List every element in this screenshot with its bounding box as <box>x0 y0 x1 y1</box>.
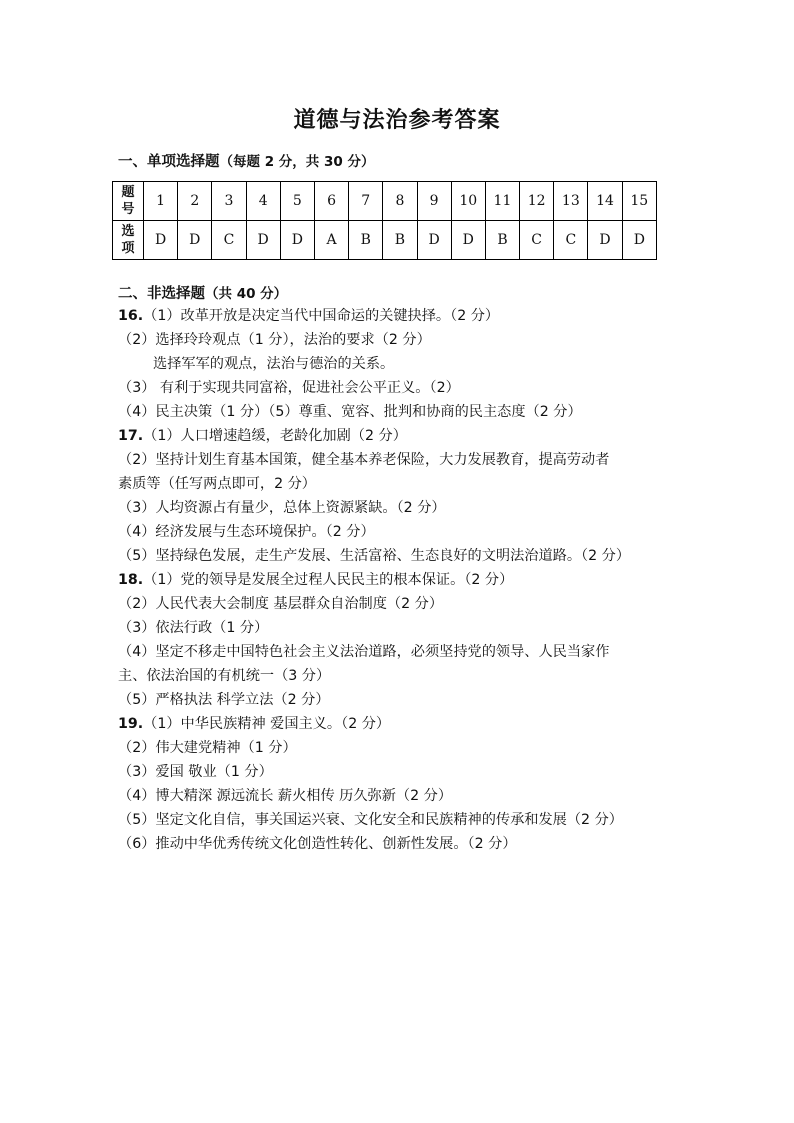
question-number: 16. <box>118 308 144 324</box>
question-number-cell: 4 <box>246 182 280 221</box>
page-title: 道德与法治参考答案 <box>293 108 501 133</box>
answer-line <box>118 568 683 592</box>
answer-cell: D <box>417 221 451 260</box>
answer-row <box>113 221 657 260</box>
row-header-char: 题 <box>121 185 135 200</box>
answer-cell: D <box>622 221 656 260</box>
section-heading-multiple-choice <box>118 150 374 171</box>
answer-text: 选择军军的观点，法治与德治的关系。 <box>153 356 395 372</box>
answer-text: （2）坚持计划生育基本国策，健全基本养老保险，大力发展教育，提高劳动者 <box>118 452 610 468</box>
row-header-answer <box>113 221 144 260</box>
question-number-cell: 2 <box>178 182 212 221</box>
answer-cell: C <box>554 221 588 260</box>
answer-text: （4）经济发展与生态环境保护。（2 分） <box>118 524 375 540</box>
question-number: 19. <box>118 716 144 732</box>
answer-text: （1）人口增速趋缓，老龄化加剧（2 分） <box>143 428 407 444</box>
answer-lines <box>118 304 683 856</box>
answer-cell: D <box>144 221 178 260</box>
question-number-row <box>113 182 657 221</box>
answer-text: （3）人均资源占有量少，总体上资源紧缺。（2 分） <box>118 500 446 516</box>
row-header-question-number <box>113 182 144 221</box>
question-number-cell: 5 <box>280 182 314 221</box>
row-header-char: 选 <box>121 224 135 239</box>
answer-text: （3）依法行政（1 分） <box>118 620 269 636</box>
answer-line <box>118 640 683 664</box>
answer-line <box>118 376 683 400</box>
answer-cell: B <box>485 221 519 260</box>
question-number-cell: 15 <box>622 182 656 221</box>
row-header-char: 号 <box>121 202 135 217</box>
section-heading-label: 二、非选择题 <box>118 286 205 302</box>
answer-line <box>118 688 683 712</box>
answer-cell: A <box>314 221 348 260</box>
answer-line <box>118 472 683 496</box>
answer-text: （1）中华民族精神 爱国主义。（2 分） <box>143 716 391 732</box>
answer-table <box>112 181 657 260</box>
answer-cell: B <box>383 221 417 260</box>
question-number: 18. <box>118 572 144 588</box>
answer-line <box>118 736 683 760</box>
answer-cell: B <box>349 221 383 260</box>
answer-line <box>118 664 683 688</box>
answer-text: （5）严格执法 科学立法（2 分） <box>118 692 330 708</box>
answer-text: （2）伟大建党精神（1 分） <box>118 740 297 756</box>
answer-line <box>118 544 683 568</box>
answer-line <box>118 496 683 520</box>
question-number-cell: 1 <box>144 182 178 221</box>
question-number-cell: 7 <box>349 182 383 221</box>
answer-line <box>118 616 683 640</box>
question-number-cell: 6 <box>314 182 348 221</box>
question-number-cell: 13 <box>554 182 588 221</box>
section-heading-label: 一、单项选择题 <box>118 154 220 170</box>
answer-text: （4）坚定不移走中国特色社会主义法治道路，必须坚持党的领导、人民当家作 <box>118 644 610 660</box>
section-heading-note: （共 40 分） <box>205 286 288 302</box>
answer-text: （3）爱国 敬业（1 分） <box>118 764 273 780</box>
question-number-cell: 8 <box>383 182 417 221</box>
answer-cell: C <box>212 221 246 260</box>
answer-line <box>118 448 683 472</box>
question-number-cell: 14 <box>588 182 622 221</box>
answer-cell: C <box>520 221 554 260</box>
answer-text: （4）博大精深 源远流长 薪火相传 历久弥新（2 分） <box>118 788 453 804</box>
answer-cell: D <box>178 221 212 260</box>
answer-cell: D <box>451 221 485 260</box>
answer-line <box>118 760 683 784</box>
answer-text: 主、依法治国的有机统一（3 分） <box>118 668 331 684</box>
question-number-cell: 9 <box>417 182 451 221</box>
answer-line <box>118 808 683 832</box>
answer-line <box>118 352 683 376</box>
question-number-cell: 3 <box>212 182 246 221</box>
answer-line <box>118 592 683 616</box>
row-header-char: 项 <box>121 241 135 256</box>
answer-cell: D <box>246 221 280 260</box>
answer-line <box>118 304 683 328</box>
answer-text: （5）坚持绿色发展，走生产发展、生活富裕、生态良好的文明法治道路。（2 分） <box>118 548 631 564</box>
answer-cell: D <box>280 221 314 260</box>
answer-line <box>118 712 683 736</box>
answer-text: （1）改革开放是决定当代中国命运的关键抉择。（2 分） <box>143 308 500 324</box>
question-number: 17. <box>118 428 144 444</box>
answer-text: （3） 有利于实现共同富裕，促进社会公平正义。（2） <box>118 380 460 396</box>
answer-cell: D <box>588 221 622 260</box>
answer-line <box>118 424 683 448</box>
section-heading-open-questions <box>118 282 287 303</box>
answer-line <box>118 400 683 424</box>
answer-text: （4）民主决策（1 分）（5）尊重、宽容、批判和协商的民主态度（2 分） <box>118 404 582 420</box>
question-number-cell: 12 <box>520 182 554 221</box>
answer-line <box>118 520 683 544</box>
answer-line <box>118 832 683 856</box>
answer-line <box>118 784 683 808</box>
answer-line <box>118 328 683 352</box>
answer-text: （2）人民代表大会制度 基层群众自治制度（2 分） <box>118 596 444 612</box>
answer-text: （1）党的领导是发展全过程人民民主的根本保证。（2 分） <box>143 572 514 588</box>
question-number-cell: 10 <box>451 182 485 221</box>
answer-text: （6）推动中华优秀传统文化创造性转化、创新性发展。（2 分） <box>118 836 517 852</box>
answer-text: （2）选择玲玲观点（1 分），法治的要求（2 分） <box>118 332 431 348</box>
answer-text: 素质等（任写两点即可，2 分） <box>118 476 316 492</box>
answer-text: （5）坚定文化自信，事关国运兴衰、文化安全和民族精神的传承和发展（2 分） <box>118 812 623 828</box>
question-number-cell: 11 <box>485 182 519 221</box>
section-heading-note: （每题 2 分，共 30 分） <box>219 154 375 170</box>
